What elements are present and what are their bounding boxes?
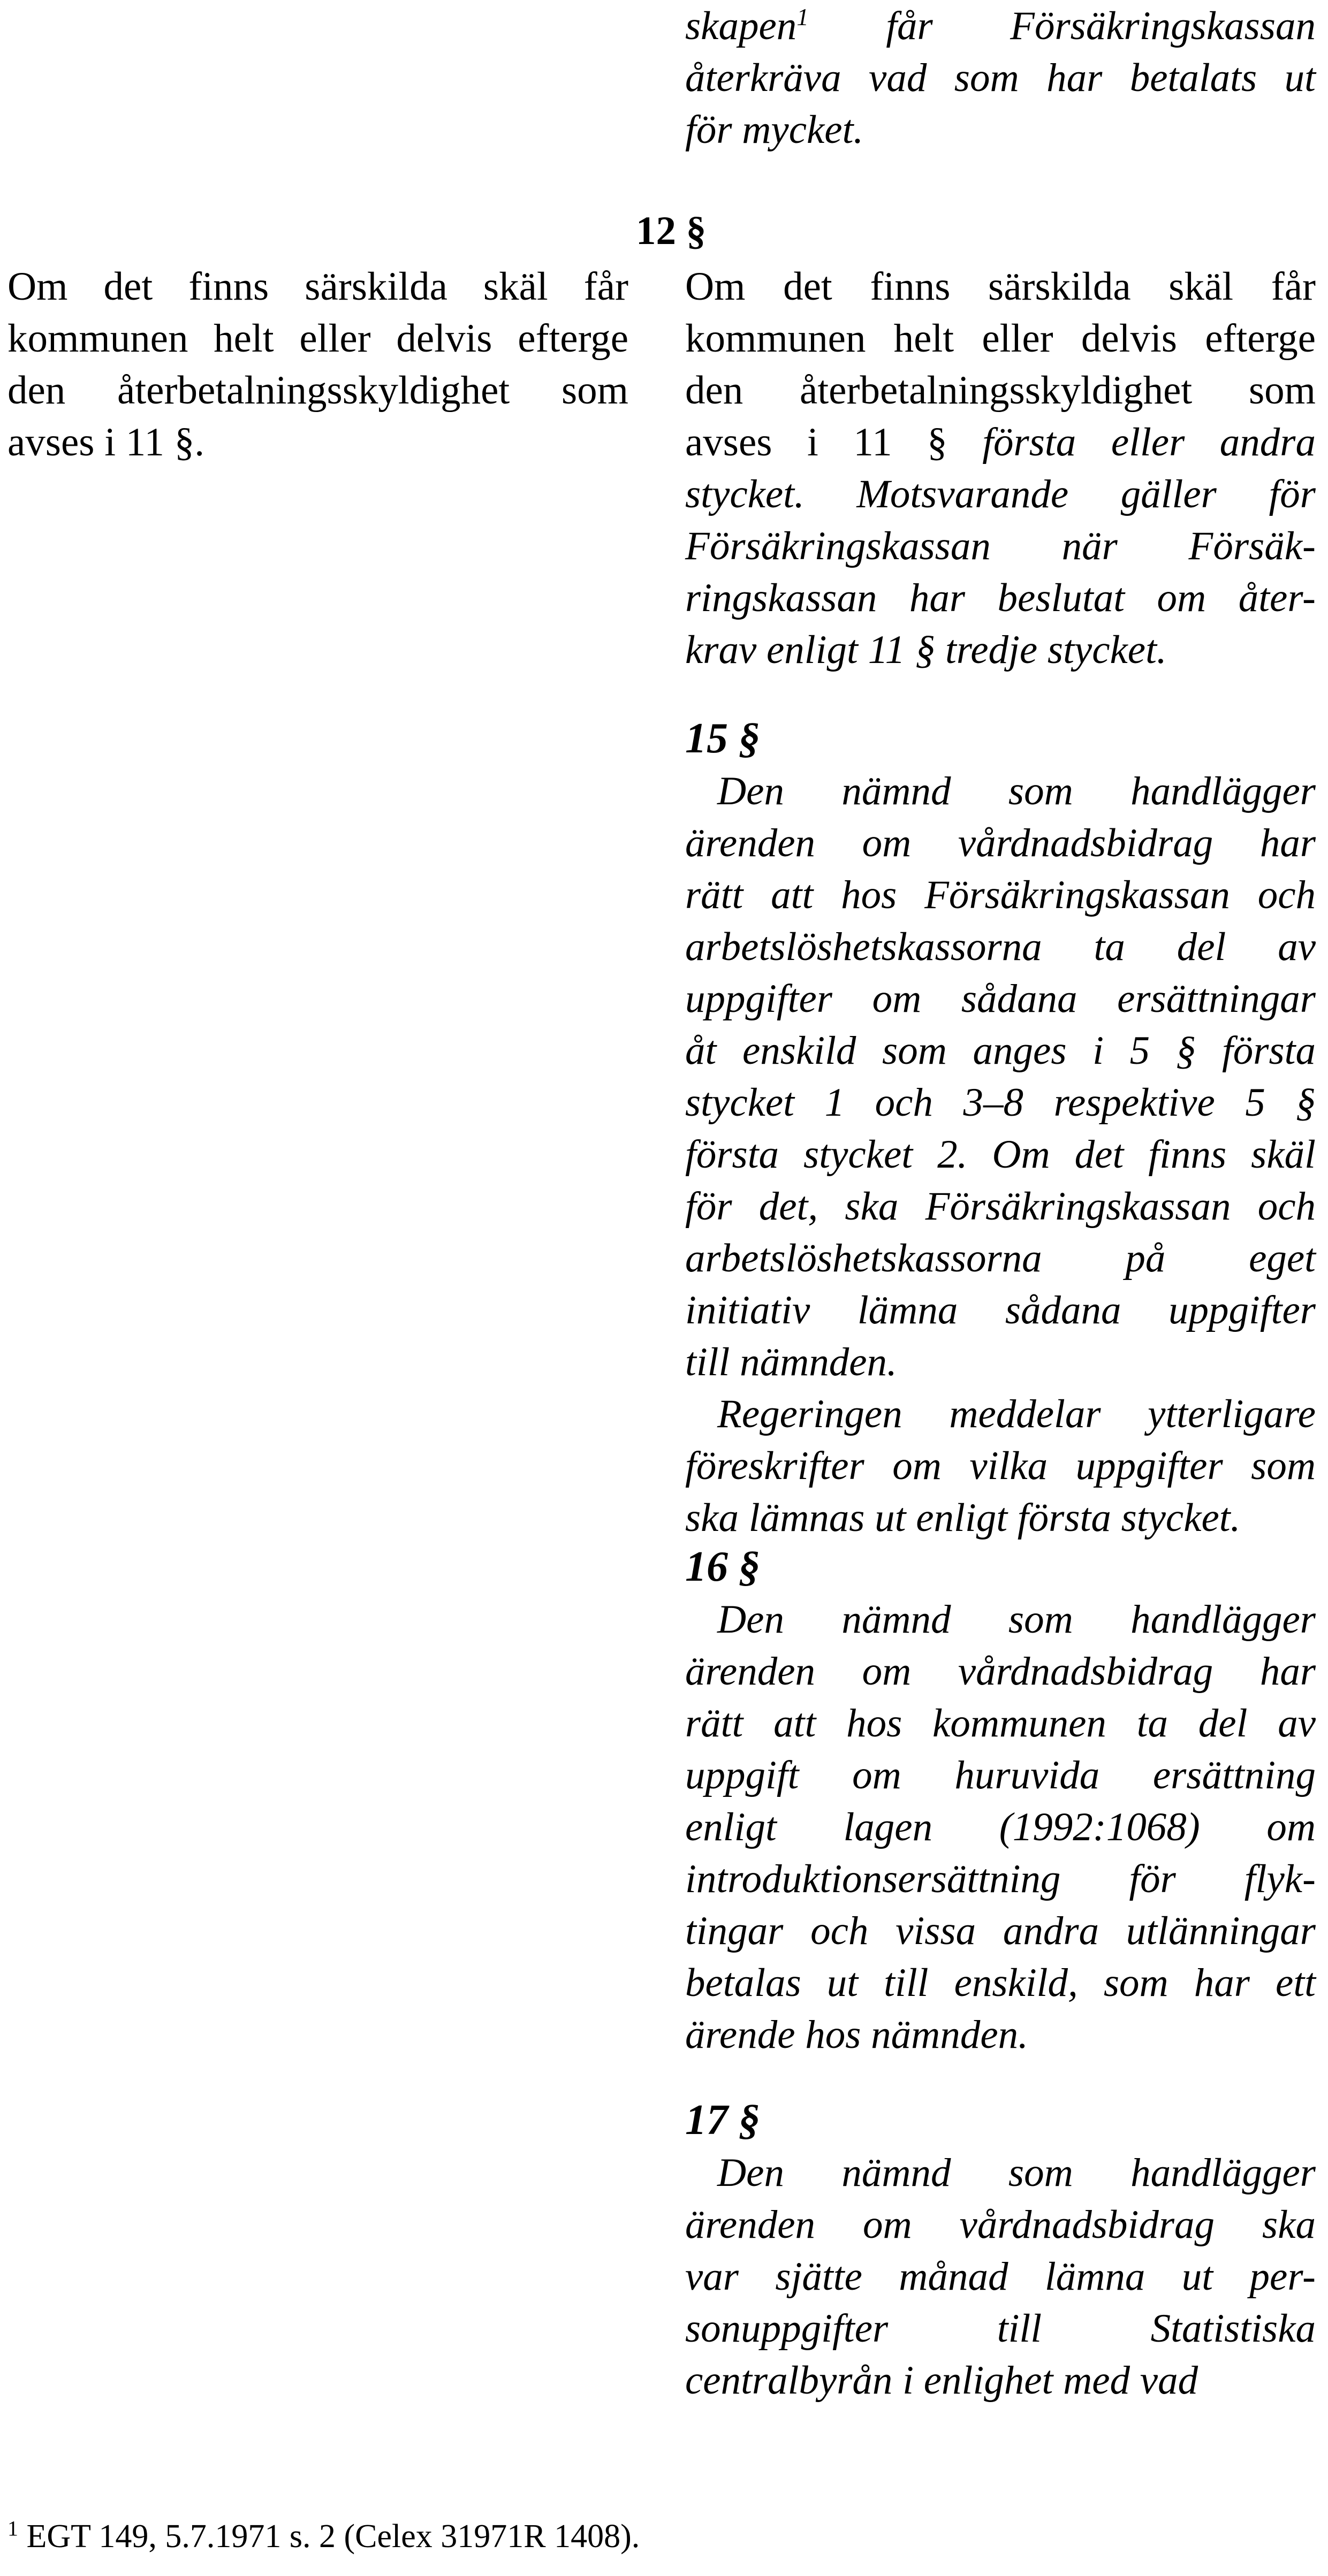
- footnote-text: EGT 149, 5.7.1971 s. 2 (Celex 31971R 1408).: [18, 2518, 640, 2555]
- section-12-left: [7, 261, 628, 468]
- s12-italic-lines-line: stycket. Motsvarande gäller för: [685, 472, 1316, 516]
- section-15-paragraph-1: [685, 765, 1316, 1388]
- s17-p-line: var sjätte månad lämna ut per-: [685, 2254, 1316, 2299]
- s12-italic-lines-line: ringskassan har beslutat om åter-: [685, 576, 1316, 620]
- section-12-heading: 12 §: [636, 209, 707, 253]
- s16-p-line: tingar och vissa andra utlänningar: [685, 1909, 1316, 1953]
- section-17: [685, 2093, 1316, 2406]
- s12-right-line-4: [685, 416, 1316, 468]
- section-12-right: [685, 261, 1316, 676]
- fragment-line-3: för mycket.: [685, 108, 864, 152]
- s12-right-italic: första eller andra: [982, 420, 1316, 464]
- s12-right-line-2: kommunen helt eller delvis efterge: [685, 316, 1316, 361]
- s15-p1-line: uppgifter om sådana ersättningar: [685, 977, 1316, 1021]
- s12-italic-lines-line: krav enligt 11 § tredje stycket.: [685, 628, 1167, 672]
- s15-p2-line: föreskrifter om vilka uppgifter som: [685, 1444, 1316, 1488]
- s12-right-line-1: Om det finns särskilda skäl får: [685, 264, 1316, 309]
- s15-p1-line: rätt att hos Försäkringskassan och: [685, 873, 1316, 917]
- s16-p-line: ärenden om vårdnadsbidrag har: [685, 1649, 1316, 1694]
- s17-p-line: ärenden om vårdnadsbidrag ska: [685, 2202, 1316, 2247]
- section-17-paragraph: [685, 2147, 1316, 2406]
- s15-p1-line: arbetslöshetskassorna på eget: [685, 1236, 1316, 1281]
- section-17-heading: 17 §: [685, 2097, 760, 2144]
- s15-p1-line: första stycket 2. Om det finns skäl: [685, 1132, 1316, 1177]
- s16-p-line: betalas ut till enskild, som har ett: [685, 1961, 1316, 2005]
- s16-p-line: enligt lagen (1992:1068) om: [685, 1805, 1316, 1849]
- s15-p1-line: arbetslöshetskassorna ta del av: [685, 925, 1316, 969]
- fragment-rest: får Försäkringskassan: [808, 4, 1316, 48]
- s16-p-line: Den nämnd som handlägger: [717, 1597, 1316, 1642]
- s16-p-line: introduktionsersättning för flyk-: [685, 1857, 1316, 1901]
- fragment-line-1: [685, 0, 1316, 52]
- s15-p1-line: stycket 1 och 3–8 respektive 5 §: [685, 1080, 1316, 1125]
- section-16: [685, 1540, 1316, 2061]
- s17-p-line: Den nämnd som handlägger: [717, 2151, 1316, 2195]
- s15-p1-line: initiativ lämna sådana uppgifter: [685, 1288, 1316, 1332]
- s12-left-line: kommunen helt eller delvis efterge: [7, 316, 628, 361]
- s17-p-line: sonuppgifter till Statistiska: [685, 2306, 1316, 2351]
- s12-left-line: den återbetalningsskyldighet som: [7, 368, 628, 413]
- s15-p1-line: åt enskild som anges i 5 § första: [685, 1028, 1316, 1073]
- section-16-paragraph: [685, 1594, 1316, 2061]
- s15-p1-line: till nämnden.: [685, 1340, 897, 1384]
- s12-left-line: avses i 11 §.: [7, 420, 205, 464]
- footnote-number: 1: [7, 2516, 18, 2541]
- footnote-marker: 1: [796, 4, 809, 31]
- s12-right-plain: avses i 11 §: [685, 420, 983, 464]
- section-15-paragraph-2: [685, 1388, 1316, 1544]
- section-15: [685, 712, 1316, 1544]
- fragment-word: skapen: [685, 4, 797, 48]
- s12-italic-lines-line: Försäkringskassan när Försäk-: [685, 524, 1316, 568]
- section-15-heading: 15 §: [685, 715, 760, 762]
- s16-p-line: uppgift om huruvida ersättning: [685, 1753, 1316, 1797]
- s17-p-line: centralbyrån i enlighet med vad: [685, 2358, 1198, 2403]
- s12-left-line: Om det finns särskilda skäl får: [7, 264, 628, 309]
- s16-p-line: rätt att hos kommunen ta del av: [685, 1701, 1316, 1746]
- s16-p-line: ärende hos nämnden.: [685, 2013, 1028, 2057]
- top-fragment: [685, 0, 1316, 156]
- fragment-line-2: återkräva vad som har betalats ut: [685, 56, 1316, 100]
- s12-right-line-3: den återbetalningsskyldighet som: [685, 368, 1316, 413]
- s15-p1-line: ärenden om vårdnadsbidrag har: [685, 821, 1316, 865]
- s15-p1-line: Den nämnd som handlägger: [717, 769, 1316, 813]
- s15-p2-line: Regeringen meddelar ytterligare: [717, 1392, 1316, 1436]
- s12-italic-block: [685, 468, 1316, 676]
- footnote: [7, 2515, 640, 2558]
- s15-p1-line: för det, ska Försäkringskassan och: [685, 1184, 1316, 1229]
- s15-p2-line: ska lämnas ut enligt första stycket.: [685, 1496, 1241, 1540]
- section-16-heading: 16 §: [685, 1543, 760, 1590]
